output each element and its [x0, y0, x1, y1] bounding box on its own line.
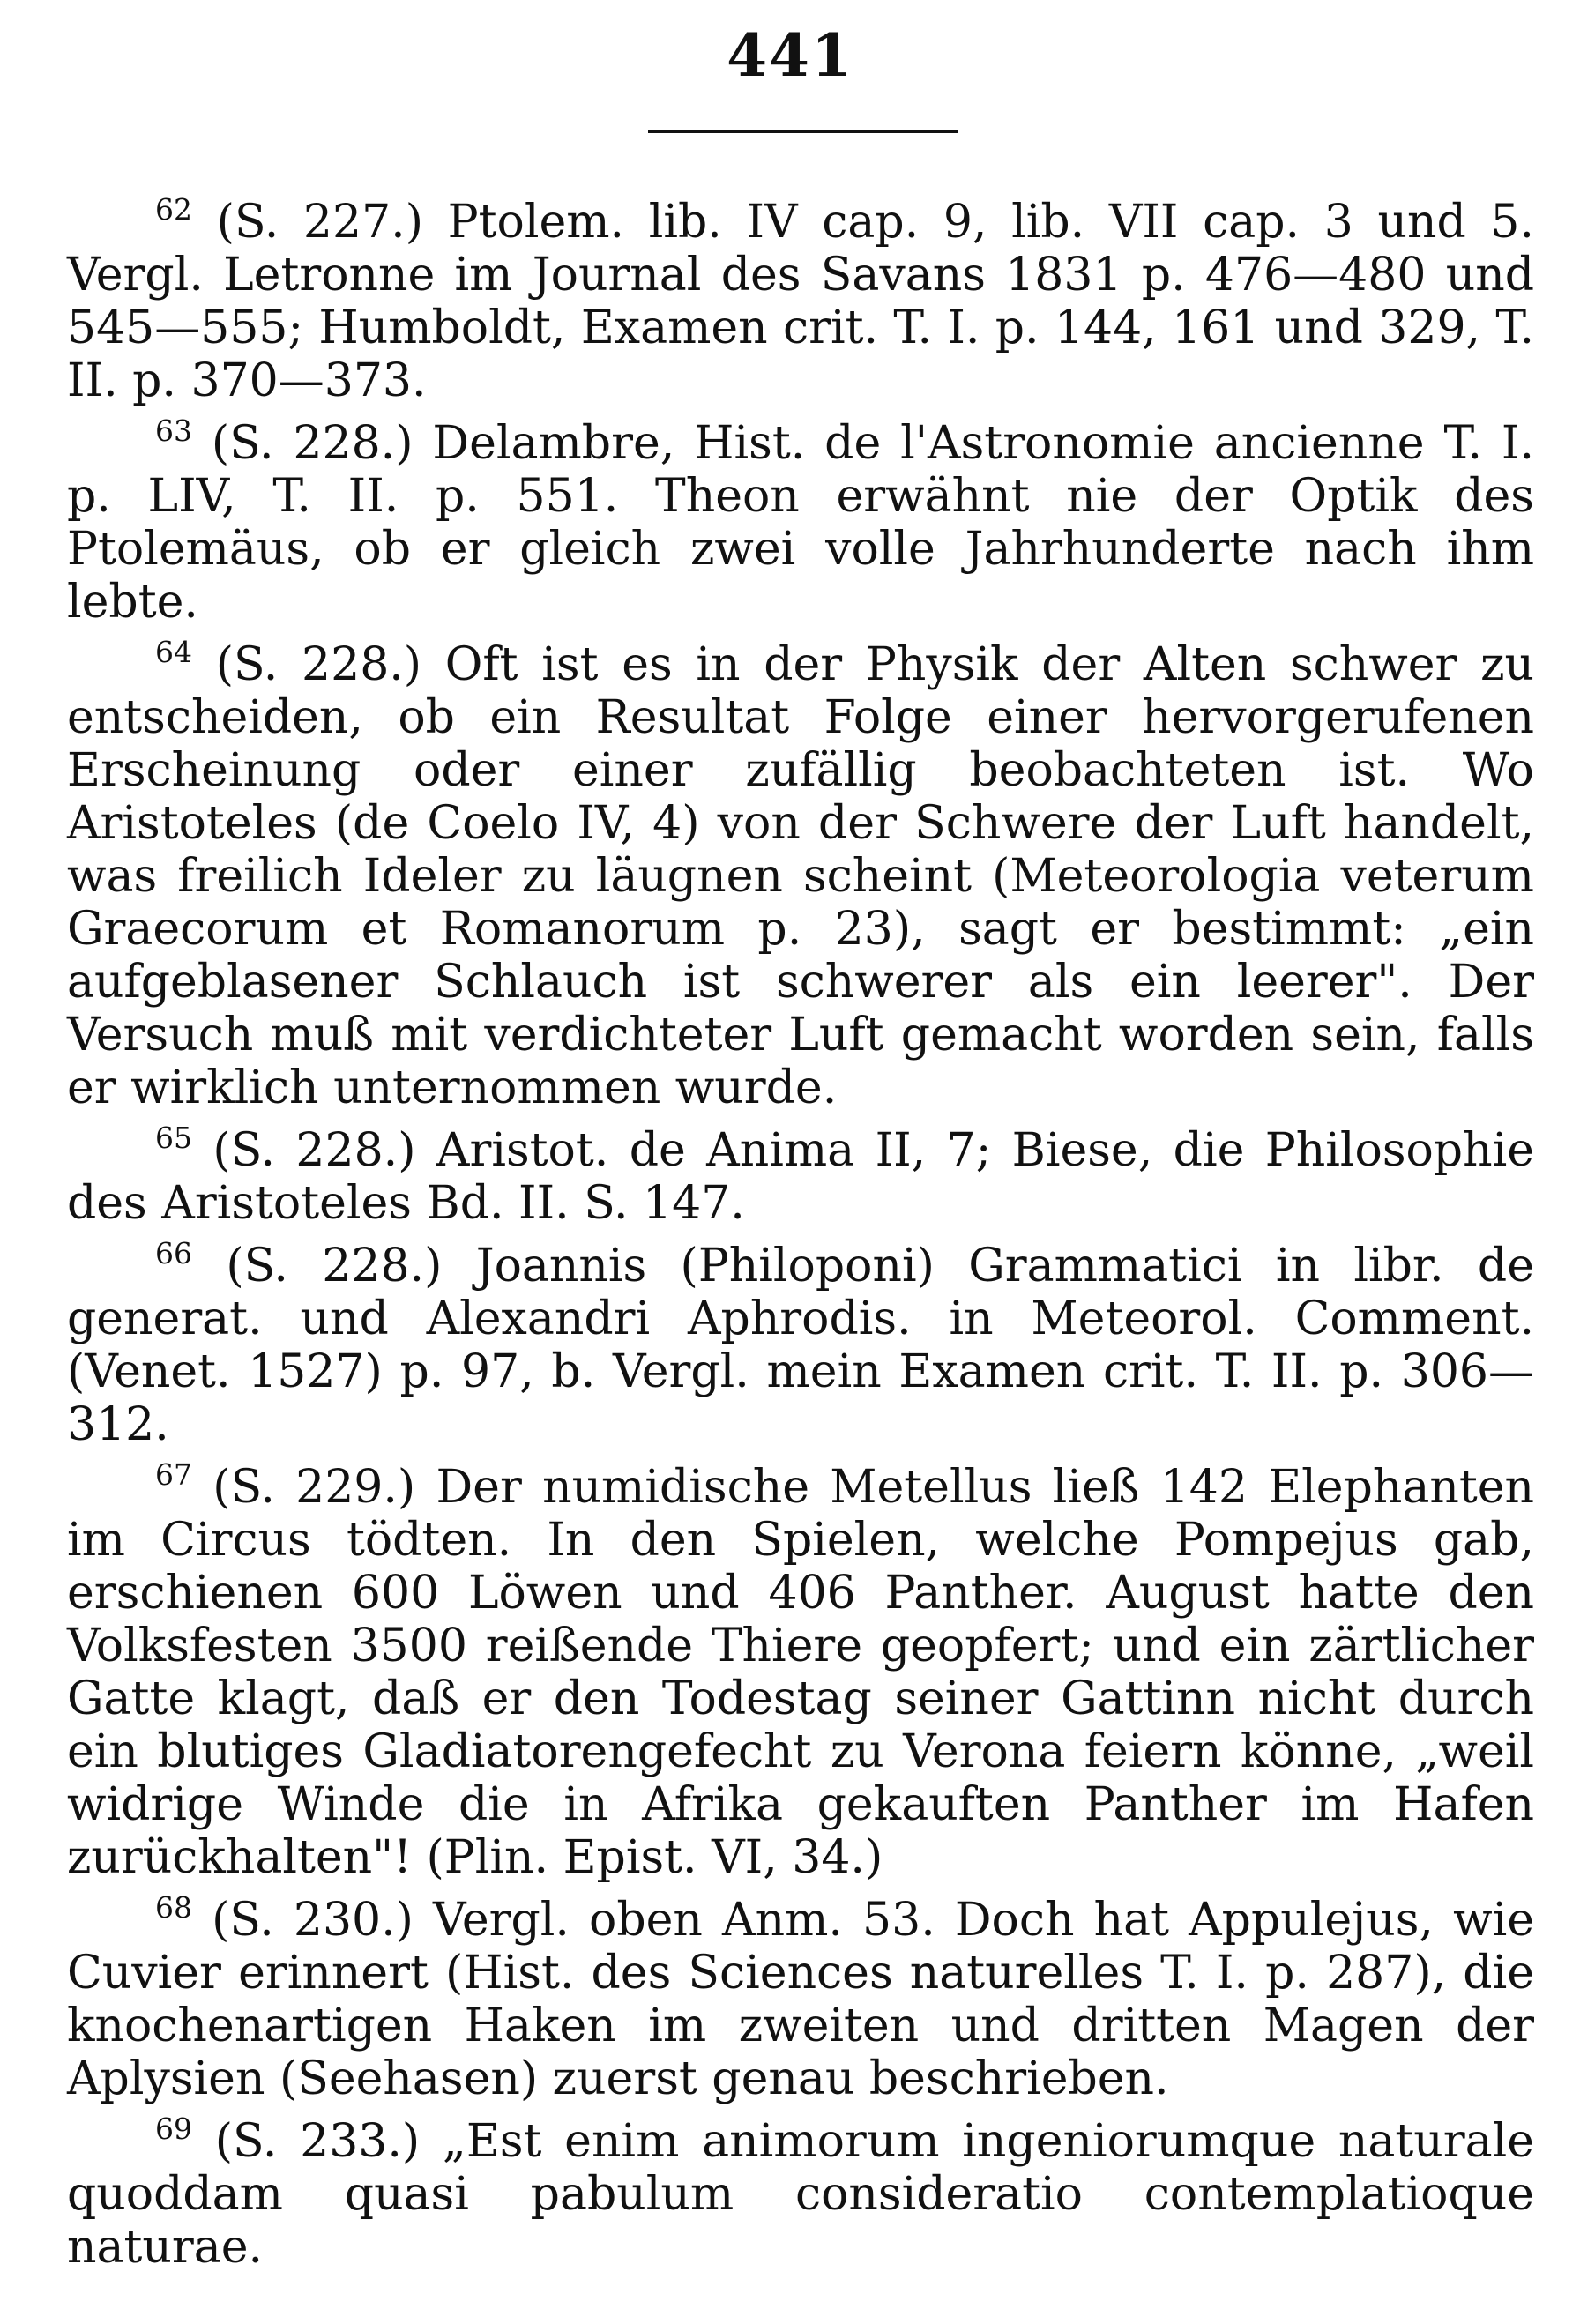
footnote-text: (S. 229.) Der numidische Metellus ließ 142 Elephanten im Circus tödten. In den Spielen, welche Pompejus gab, erschienen 600 Löwen und 406 Panther. August hatte den Volksfesten 3500 reißende Thiere geopfert; und ein zärtlicher Gatte klagt, daß er den Todestag seiner Gattinn nicht durch ein blutiges Gladiatorengefecht zu Verona feiern könne, „weil widrige Winde die in Afrika gekauften Panther im Hafen zurückhalten"! (Plin. Epist. VI, 34.) [67, 1461, 1535, 1884]
footnote-number: 69 [155, 2112, 192, 2146]
footnote-69 [67, 2112, 1534, 2274]
footnote-62 [67, 192, 1535, 407]
footnote-67 [67, 1457, 1535, 1884]
footnote-number: 67 [155, 1457, 192, 1492]
footnote-66 [67, 1236, 1534, 1451]
footnote-number: 62 [155, 192, 192, 227]
footnote-text: (S. 228.) Delambre, Hist. de l'Astronomie ancienne T. I. p. LIV, T. II. p. 551. Theon erwähnt nie der Optik des Ptolemäus, ob er gleich zwei volle Jahrhunderte nach ihm lebte. [67, 417, 1535, 629]
footnote-text: (S. 228.) Joannis (Philoponi) Grammatici in libr. de generat. und Alexandri Aphrodis. in Meteorol. Comment. (Venet. 1527) p. 97, b. Vergl. mein Examen crit. T. II. p. 306—312. [67, 1240, 1534, 1451]
footnote-65 [67, 1121, 1534, 1230]
footnote-number: 64 [155, 635, 192, 669]
footnote-text: (S. 233.) „Est enim animorum ingeniorumque naturale quoddam quasi pabulum consideratio contemplatioque naturae. [67, 2115, 1534, 2274]
footnote-64 [67, 635, 1534, 1114]
footnote-text: (S. 227.) Ptolem. lib. IV cap. 9, lib. VII cap. 3 und 5. Vergl. Letronne im Journal des Savans 1831 p. 476—480 und 545—555; Humboldt, Examen crit. T. I. p. 144, 161 und 329, T. II. p. 370—373. [67, 196, 1535, 407]
footnote-68 [67, 1890, 1535, 2105]
footnote-number: 68 [155, 1890, 192, 1925]
footnote-number: 63 [155, 413, 192, 448]
footnote-63 [67, 413, 1535, 629]
footnote-text: (S. 228.) Aristot. de Anima II, 7; Biese, die Philosophie des Aristoteles Bd. II. S. 147. [67, 1124, 1534, 1230]
footnote-number: 66 [155, 1236, 192, 1270]
footnotes [67, 192, 1535, 2283]
footnote-text: (S. 230.) Vergl. oben Anm. 53. Doch hat Appulejus, wie Cuvier erinnert (Hist. des Sciences naturelles T. I. p. 287), die knochenartigen Haken im zweiten und dritten Magen der Aplysien (Seehasen) zuerst genau beschrieben. [67, 1894, 1535, 2105]
footnote-number: 65 [155, 1121, 192, 1155]
footnote-text: (S. 228.) Oft ist es in der Physik der Alten schwer zu entscheiden, ob ein Resultat Folge einer hervorgerufenen Erscheinung oder einer zufällig beobachteten ist. Wo Aristoteles (de Coelo IV, 4) von der Schwere der Luft handelt, was freilich Ideler zu läugnen scheint (Meteorologia veterum Graecorum et Romanorum p. 23), sagt er bestimmt: „ein aufgeblasener Schlauch ist schwerer als ein leerer". Der Versuch muß mit verdichteter Luft gemacht worden sein, falls er wirklich unternommen wurde. [67, 638, 1534, 1114]
page-number: 441 [727, 21, 853, 90]
header-rule [648, 130, 958, 133]
